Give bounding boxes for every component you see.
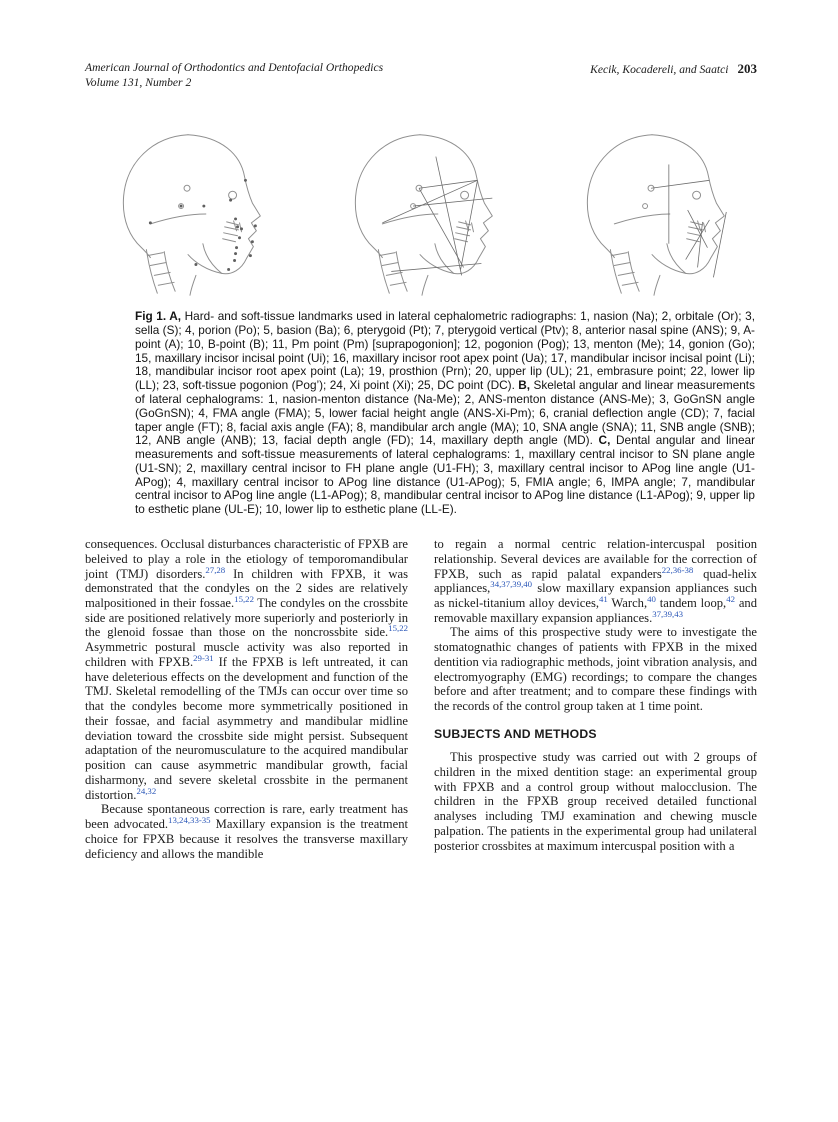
journal-title: American Journal of Orthodontics and Dentofacial Orthopedics <box>85 61 384 74</box>
right-column <box>434 537 757 861</box>
running-head <box>590 60 757 78</box>
left-column <box>85 537 408 861</box>
cephalogram-tracing-b <box>317 126 525 298</box>
page-content <box>85 60 757 861</box>
cephalogram-tracing-c <box>549 126 757 298</box>
journal-volume: Volume 131, Number 2 <box>85 76 192 90</box>
body-paragraph: consequences. Occlusal disturbances characteristic of FPXB are beleived to play a role in the etiology of temporomandibular joint (TMJ) disorders.$^{27,28}$ In children with FPXB, it was demonstrated that the condyles on the 2 sides are relatively malpositioned in their fossae.$^{15,22}$ The condyles on the crossbite side are positioned relatively more superiorly and posteriorly in the glenoid fossae than those on the noncrossbite side.$^{15,22}$ Asymmetric postural muscle activity was also reported in children with FPXB.$^{29-31}$ If the FPXB is left untreated, it can have deleterious effects on the development and function of the TMJ. Skeletal remodelling of the TMJs can occur over time so that the condyles become more symmetrically positioned in their fossae, and facial asymmetry and mandibular midline deviation toward the crossbite side might persist. Subsequent adaptation of the neuromusculature to the acquired mandibular position can cause asymmetric mandibular growth, facial disharmony, and severe skeletal crossbite in the permanent distortion.$^{24,32}$ <box>85 537 409 802</box>
figure-panels <box>85 126 757 298</box>
figure-caption: Fig 1. A, Hard- and soft-tissue landmarks used in lateral cephalometric radiographs: 1, nasion (Na); 2, orbitale (Or); 3, sella (S); 4, porion (Po); 5, basion (Ba); 6, pterygoid (Pt); 7, pterygoid vertical (Ptv); 8, anterior nasal spine (ANS); 9, A-point (A); 10, B-point (B); 11, Pm point (Pm) [suprapogonion]; 12, pogonion (Pog); 13, menton (Me); 14, gonion (Go); 15, maxillary incisor incisal point (Ui); 16, maxillary incisor root apex point (Ua); 17, mandibular incisor incisal point (Li); 18, mandibular incisor root apex point (La); 19, prosthion (Prn); 20, upper lip (UL); 21, embrasure point; 22, lower lip (LL); 23, soft-tissue pogonion (Pog’); 24, Xi point (Xi); 25, DC point (DC). B, Skeletal angular and linear measurements of lateral cephalograms: 1, nasion-menton distance (Na-Me); 2, ANS-menton distance (ANS-Me); 3, GoGnSN angle (GoGnSN); 4, FMA angle (FMA); 5, lower facial height angle (ANS-Xi-Pm); 6, cranial deflection angle (CD); 7, facial taper angle (FT); 8, facial axis angle (FA); 8, mandibular arch angle (MA); 10, SNA angle (SNA); 11, SNB angle (SNB); 12, ANB angle (ANB); 13, facial depth angle (FD); 14, maxillary depth angle (MD). C, Dental angular and linear measurements and soft-tissue measurements of lateral cephalograms: 1, maxillary central incisor to SN plane angle (U1-SN); 2, maxillary central incisor to FH plane angle (U1-FH); 3, maxillary central incisor to APog line angle (U1-APog); 4, maxillary central incisor to APog line distance (U1-APog); 5, FMIA angle; 6, IMPA angle; 7, mandibular central incisor to APog line angle (L1-APog); 8, mandibular central incisor to APog line distance (L1-APog); 9, upper lip to esthetic plane (UL-E); 10, lower lip to esthetic plane (LL-E). <box>135 309 755 517</box>
cephalogram-tracing-a <box>85 126 293 298</box>
article-body <box>85 537 757 861</box>
body-paragraph: This prospective study was carried out with 2 groups of children in the mixed dentition stage: an experimental group with FPXB and a control group without malocclusion. The children in the FPXB group received detailed functional analyses including TMJ examination and chewing muscle palpation. The patients in the experimental group had unilateral posterior crossbites at maximum intercuspal position with a <box>434 750 757 853</box>
body-paragraph: to regain a normal centric relation-intercuspal position relationship. Several devices are available for the correction of FPXB, such as rapid palatal expanders$^{22,36-38}$ quad-helix appliances,$^{34,37,39,40}$ slow maxillary expansion appliances such as nickel-titanium alloy devices,$^{41}$ Warch,$^{40}$ tandem loop,$^{42}$ and removable maxillary expansion appliances.$^{37,39,43}$ <box>434 537 757 625</box>
section-heading: SUBJECTS AND METHODS <box>434 726 597 741</box>
dental-measurement-lines <box>651 165 726 278</box>
body-paragraph: The aims of this prospective study were to investigate the stomatognathic changes of patients with FPXB in the mixed dentition via radiographic methods, joint vibration analysis, and electromyography (EMG) recordings; to compare the changes before and after treatment; and to compare these findings with the records of the control group taken at 1 time point. <box>434 625 757 714</box>
authors: Kecik, Kocadereli, and Saatci <box>590 63 729 76</box>
page-header <box>85 60 757 90</box>
page-number: 203 <box>737 61 757 76</box>
journal-info <box>85 60 383 90</box>
figure-1 <box>85 126 757 517</box>
body-paragraph: Because spontaneous correction is rare, early treatment has been advocated.$^{13,24,33-35}$ Maxillary expansion is the treatment choice for FPXB because it resolves the transverse maxillary deficiency and allows the mandible <box>85 802 408 861</box>
